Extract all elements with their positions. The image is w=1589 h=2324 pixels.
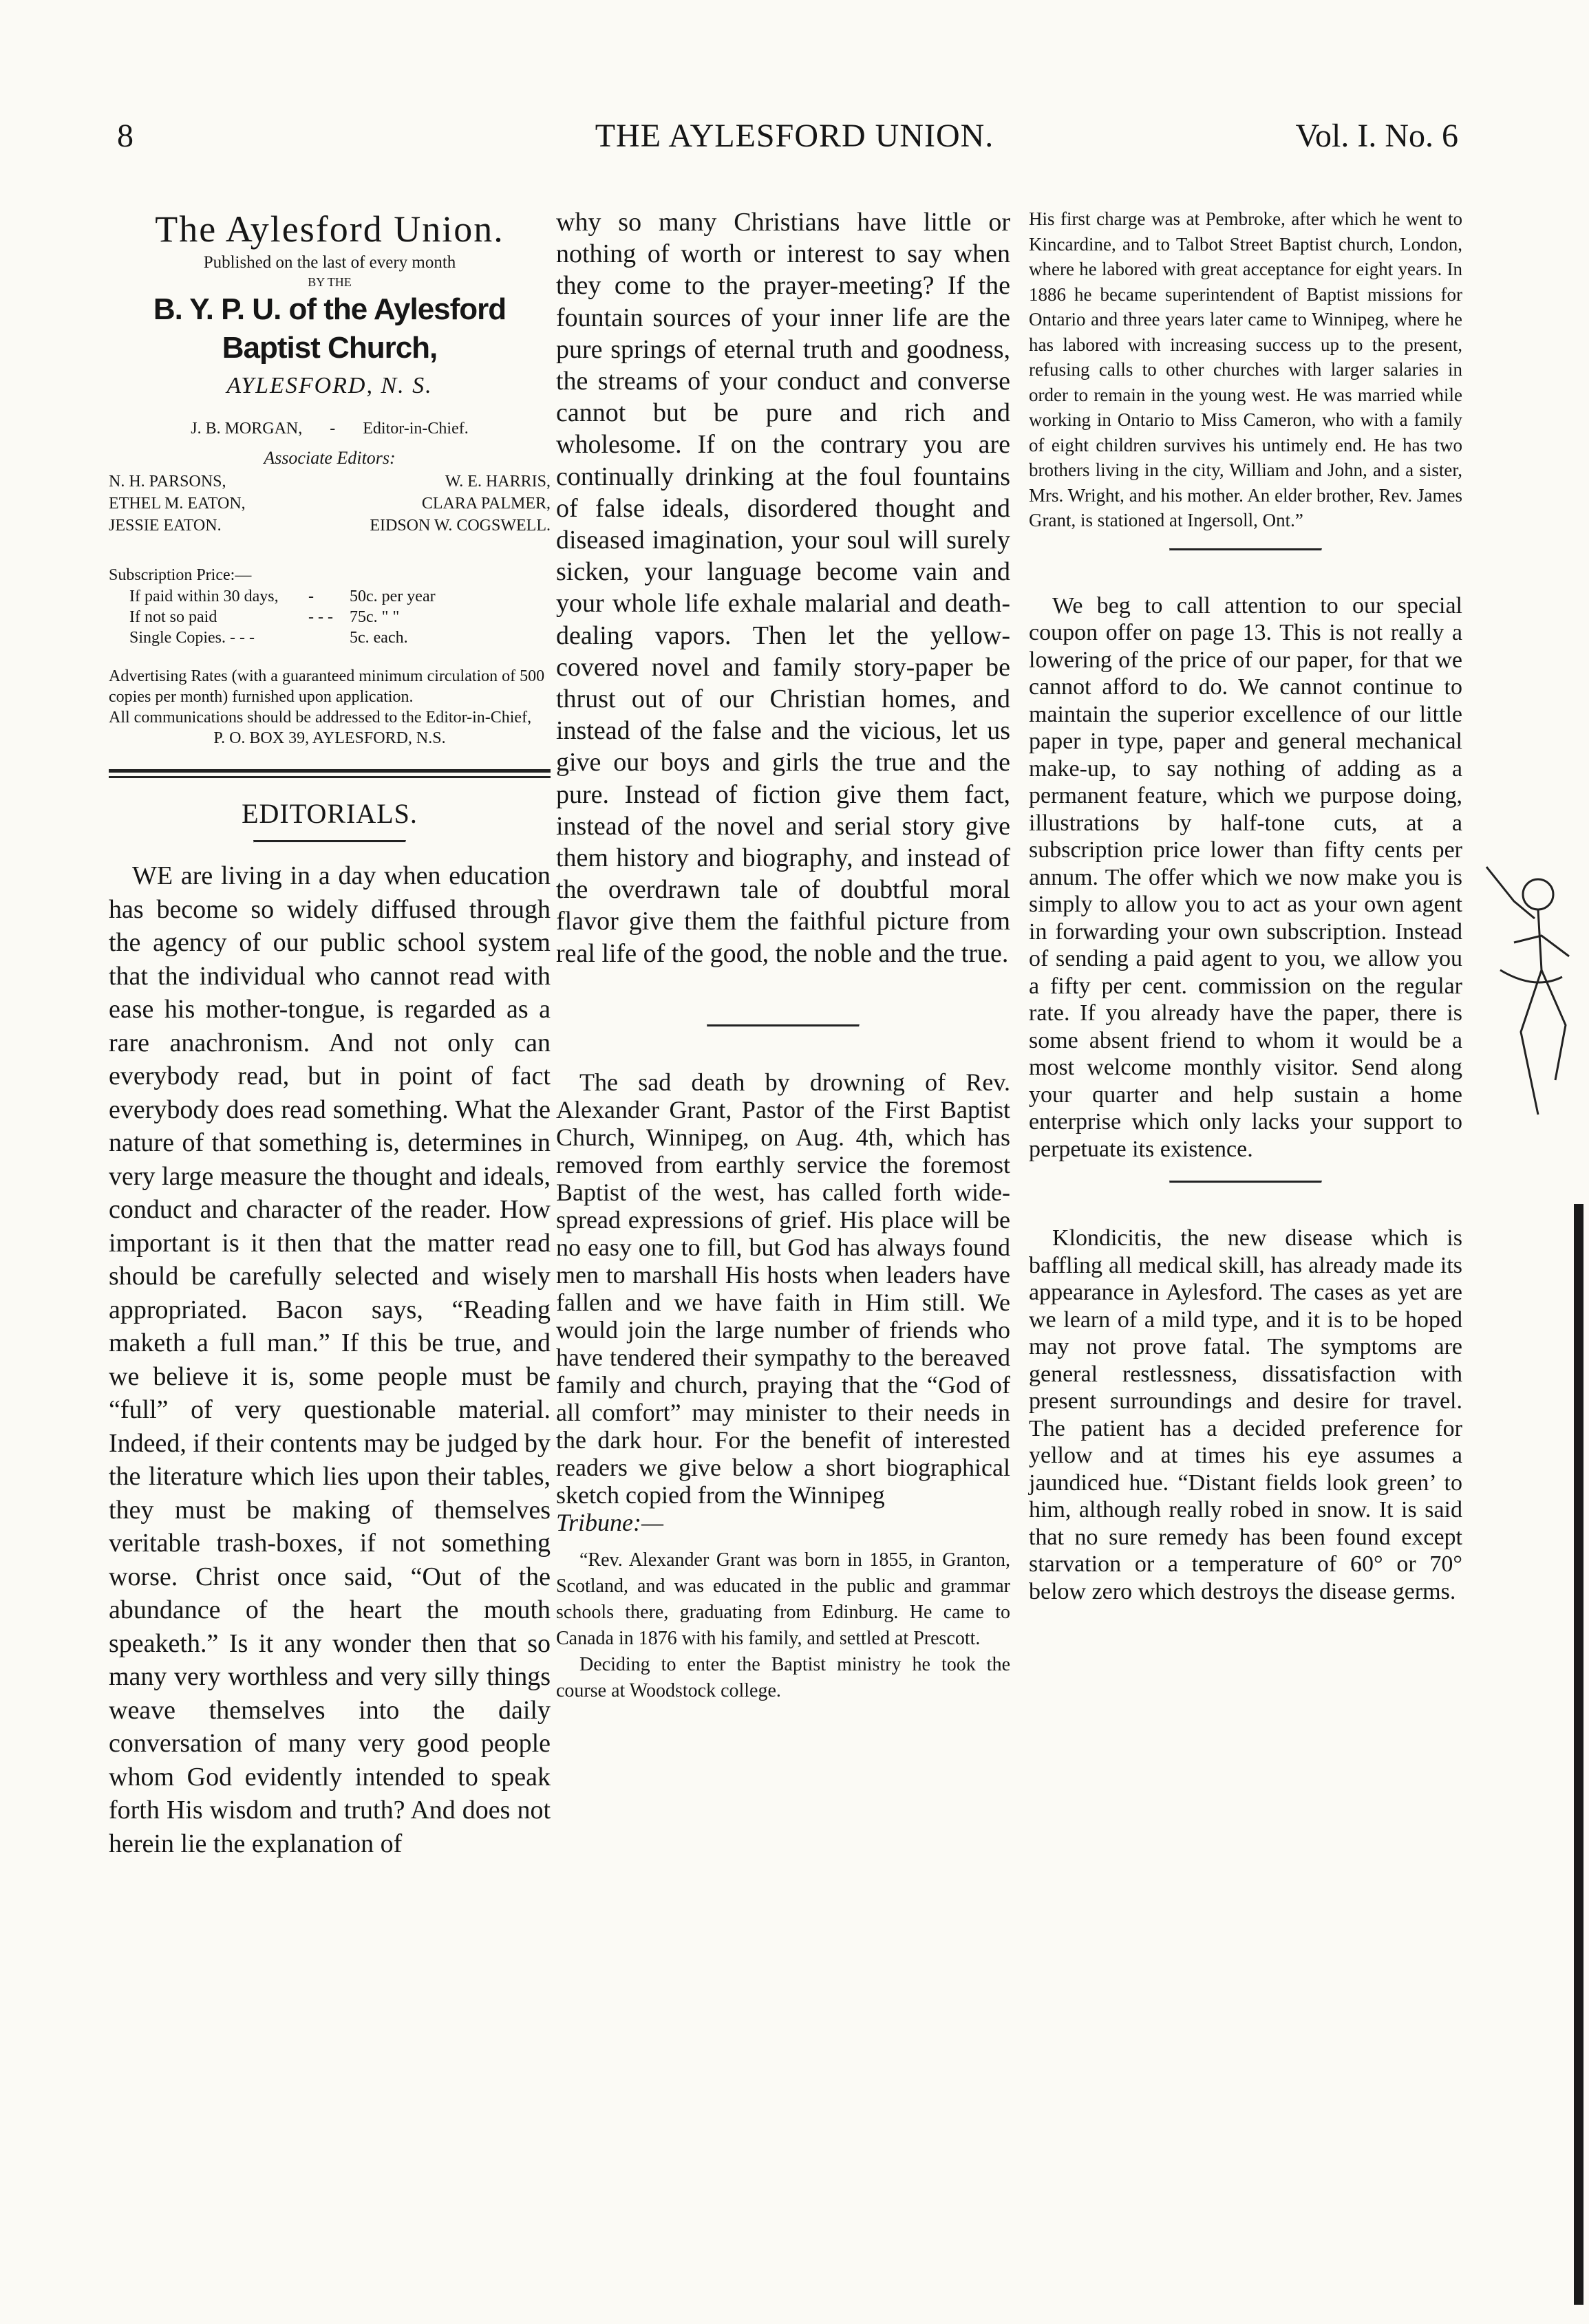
grant-biography-1: “Rev. Alexander Grant was born in 1855, in Granton, Scotland, and was educated in the public and grammar schools there, graduating from Edinburg. He came to Canada in 1876 with his family, and settled at Prescott. [556, 1549, 1010, 1649]
masthead-published: Published on the last of every month [203, 253, 456, 272]
associate-row-2 [109, 493, 551, 515]
coupon-offer: We beg to call attention to our special coupon offer on page 13. This is not really a lowering of the price of our paper, for that we cannot afford to do. We cannot continue to maintain the superior excellence of our little paper in type, paper and general mechanical make-up, to say nothing of adding as a permanent feature, which we purpose doing, illustrations by half-tone cuts, at a subscription price lower than fifty cents per annum. The offer which we now make you is simply to allow you to act as your own agent in forwarding your own subscription. Instead of sending a paid agent to you, we allow you a fifty per cent. commission on the regular rate. If you already have the paper, there is some absent friend to whom it would be a most welcome monthly visitor. Send along your quarter and help sustain a home enterprise which only lacks your support to perpetuate its existence. [1029, 592, 1462, 1162]
editorials-heading: EDITORIALS. [242, 798, 418, 829]
price-dash: - [308, 588, 314, 605]
editor-role: Editor-in-Chief. [363, 420, 469, 438]
masthead-place: AYLESFORD, N. S. [226, 373, 433, 398]
associate-row-1 [109, 471, 551, 493]
column-2 [556, 206, 1010, 1704]
associate-row-3 [109, 515, 551, 537]
price-amount: 75c. " " [350, 608, 400, 626]
klondicitis-item: Klondicitis, the new disease which is baffling all medical skill, has already made its appearance in Aylesford. The cases as yet are we learn of a mild type, and it is to be hoped may not prove fatal. The symptoms are general restlessness, dissatisfaction with present surroundings and desire for travel. The patient has a decided preference for yellow and at times his eye assumes a jaundiced hue. “Distant fields look green’ to him, although really robed in snow. It is said that no sure remedy has been found except starvation or a temperature of 60° or 70° below zero which destroys the disease germs. [1029, 1225, 1462, 1604]
volume-number: Vol. I. No. 6 [1295, 118, 1458, 154]
associate-editor: JESSIE EATON. [109, 517, 222, 535]
price-amount: 5c. each. [350, 629, 408, 647]
subscription-price-label: Subscription Price:— [109, 566, 252, 584]
price-row-3 [109, 627, 551, 648]
masthead-title: The Aylesford Union. [155, 208, 504, 250]
associate-editor: EIDSON W. COGSWELL. [370, 517, 551, 535]
newspaper-title: THE AYLESFORD UNION. [595, 118, 994, 154]
editor-dash: - [330, 420, 336, 438]
price-term: Single Copies. - - - [129, 629, 255, 647]
price-dash [308, 627, 350, 648]
price-term: If paid within 30 days, [129, 588, 279, 605]
associate-editors-label: Associate Editors: [264, 448, 396, 468]
communications-notice: All communications should be addressed to the Editor-in-Chief, [109, 709, 532, 727]
associate-editor: ETHEL M. EATON, [109, 495, 246, 513]
price-row-2 [109, 607, 551, 627]
price-term: If not so paid [129, 608, 217, 626]
masthead-by: BY THE [308, 275, 352, 289]
editorial-reading-part-1: WE are living in a day when education has become so widely diffused through the agency of our public school system that the individual who cannot read with ease his mother-tongue, is regarded as a rare anachronism. And not only can everybody read, but in point of fact everybody does read something. What the nature of that something is, determines in very large measure the thought and ideals, conduct and character of the reader. How important is it then that the matter read should be carefully selected and wisely appropriated. Bacon says, “Reading maketh a full man.” If this be true, and we believe it is, some people must be “full” of very questionable material. Indeed, if their contents may be judged by the literature which lies upon their tables, they must be making of themselves veritable trash-boxes, if not something worse. Christ once said, “Out of the abundance of the heart the mouth speaketh.” Is it any wonder then that so many very worthless and very silly things weave themselves into the daily conversation of many very good people whom God evidently intended to speak forth His wisdom and truth? And does not herein lie the explanation of [109, 861, 551, 1858]
mailing-address: P. O. BOX 39, AYLESFORD, N.S. [213, 729, 446, 747]
figure-illustration-icon [1473, 853, 1576, 1170]
price-dash: - - - [308, 608, 333, 626]
associate-editor: CLARA PALMER, [421, 495, 551, 513]
masthead-organization: B. Y. P. U. of the Aylesford Baptist Church, [153, 292, 506, 365]
page-number: 8 [117, 118, 134, 154]
grant-biography-3: His first charge was at Pembroke, after which he went to Kincardine, and to Talbot Street Baptist church, London, where he labored with great acceptance for eight years. In 1886 he became superintendent of Baptist missions for Ontario and three years later came to Winnipeg, where he has labored with increasing success up to the present, refusing calls to other churches with larger salaries in order to remain in the young west. He was married while working in Ontario to Miss Cameron, who with a family of eight children survives his untimely end. He has two brothers living in the city, William and John, and a sister, Mrs. Wright, and his mother. An elder brother, Rev. James Grant, is stationed at Ingersoll, Ont.” [1029, 208, 1462, 530]
grant-biography-2: Deciding to enter the Baptist ministry he took the course at Woodstock college. [556, 1653, 1010, 1701]
column-3 [1029, 206, 1462, 1605]
scan-edge-shadow [1574, 1204, 1583, 2305]
associate-editor: W. E. HARRIS, [445, 473, 551, 491]
editorial-reading-part-2: why so many Christians have little or nothing of worth or interest to say when they come to the prayer-meeting? If the fountain sources of your inner life are the pure springs of eternal truth and goodness, the streams of your conduct and converse cannot but be pure and rich and wholesome. If on the contrary you are continually drinking at the foul fountains of false ideals, disordered thought and diseased imagination, your soul will surely sicken, your language become vain and your whole life exhale malarial and death-dealing vapors. Then let the yellow-covered novel and family story-paper be thrust out of our Christian homes, and instead of the false and the vicious, let us give our boys and girls the true and the pure. Instead of fiction give them fact, instead of the novel and serial story give them history and biography, and instead of the overdrawn tale of doubtful moral flavor give them the faithful picture from real life of the good, the noble and the true. [556, 208, 1010, 968]
advertising-rates: Advertising Rates (with a guaranteed minimum circulation of 500 copies per month) furnished upon application. [109, 667, 545, 706]
associate-editor: N. H. PARSONS, [109, 473, 226, 491]
grant-obituary: The sad death by drowning of Rev. Alexander Grant, Pastor of the First Baptist Church, Winnipeg, on Aug. 4th, which has removed from earthly service the foremost Baptist of the west, has called forth wide-spread expressions of grief. His place will be no easy one to fill, but God has always found men to marshall His hosts when leaders have fallen and we have faith in Him still. We would join the large number of friends who have tendered their sympathy to the bereaved family and church, praying that the “God of all comfort” may minister to their needs in the dark hour. For the benefit of interested readers we give below a short biographical sketch copied from the Winnipeg [556, 1068, 1010, 1509]
price-amount: 50c. per year [350, 588, 436, 605]
editor-name: J. B. MORGAN, [191, 420, 303, 438]
editor-in-chief [109, 417, 551, 440]
masthead [109, 206, 551, 405]
grant-source: Tribune:— [556, 1508, 664, 1536]
price-row-1 [109, 586, 551, 607]
running-header [0, 117, 1589, 165]
column-1 [109, 206, 551, 1860]
